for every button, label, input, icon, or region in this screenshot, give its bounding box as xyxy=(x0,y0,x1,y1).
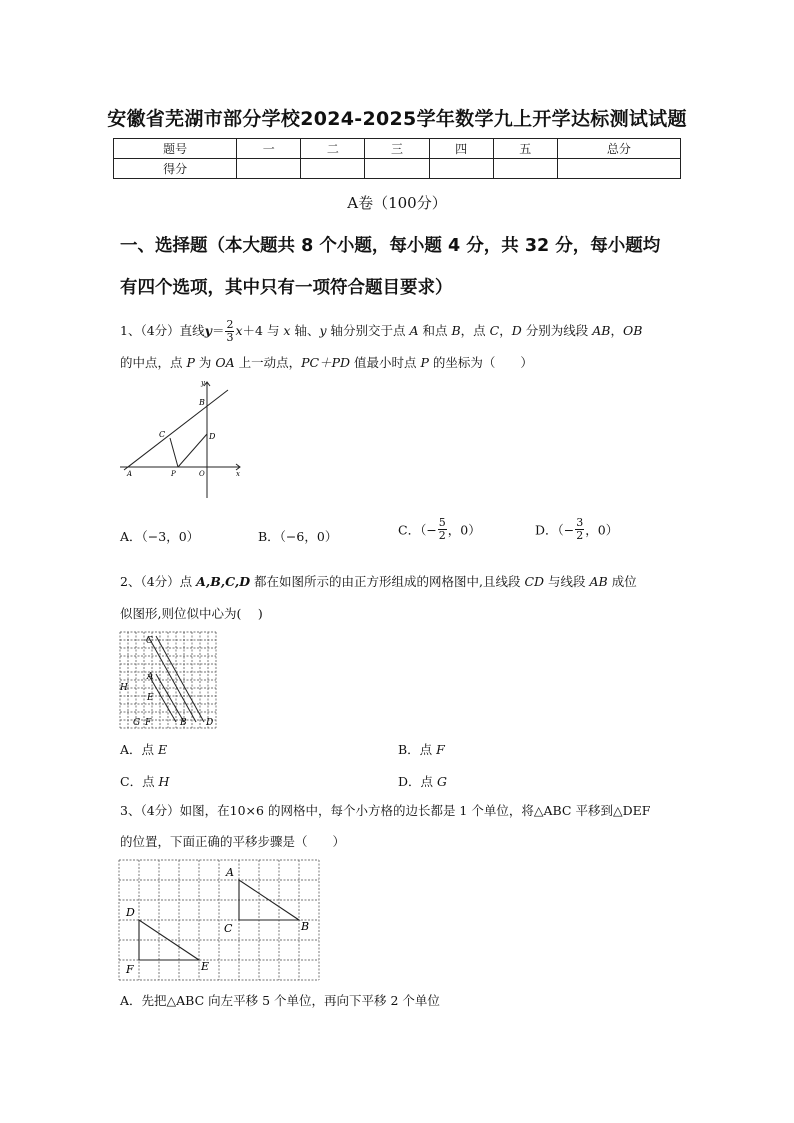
fig3-label-a: A xyxy=(226,866,234,879)
part-heading-line1: 一、选择题（本大题共 8 个小题，每小题 4 分，共 32 分，每小题均 xyxy=(120,236,661,256)
score-input-cell[interactable] xyxy=(429,159,493,179)
fig2-label-b: B xyxy=(180,718,187,728)
fig1-label-o: O xyxy=(199,470,205,478)
fig1-label-c: C xyxy=(159,430,166,439)
score-header-cell: 四 xyxy=(429,139,493,159)
score-table-header-row xyxy=(114,139,681,159)
q1-option-b[interactable]: B．（−6，0） xyxy=(258,529,338,544)
fig2-label-a: A xyxy=(147,672,154,682)
score-header-cell: 题号 xyxy=(114,139,237,159)
q2-option-a[interactable]: A．点 E xyxy=(120,742,168,757)
q1-option-a[interactable]: A．（−3，0） xyxy=(120,529,200,544)
fig2-label-g: G xyxy=(133,718,141,728)
segment-cd xyxy=(156,636,204,722)
question-2-line1: 2、（4分）点 A,B,C,D 都在如图所示的由正方形组成的网格图中,且线段 CD 与线段 AB 成位 xyxy=(120,574,637,589)
fig3-label-f: F xyxy=(126,963,134,976)
fig3-label-e: E xyxy=(201,960,210,973)
fig2-label-c: C xyxy=(146,636,153,646)
question-1-figure xyxy=(112,376,247,501)
section-heading: A卷（100分） xyxy=(347,194,447,212)
fig1-label-d: D xyxy=(209,432,216,441)
score-header-cell: 五 xyxy=(493,139,557,159)
question-2-line2: 似图形,则位似中心为( ) xyxy=(120,606,263,621)
fraction: $\frac{3}{2}$ xyxy=(576,516,584,542)
question-3-figure xyxy=(118,858,322,982)
score-header-cell: 二 xyxy=(301,139,365,159)
fig1-label-b: B xyxy=(199,398,205,407)
score-input-cell[interactable] xyxy=(493,159,557,179)
fig3-label-d: D xyxy=(126,906,135,919)
q3-option-a[interactable]: A．先把△ABC 向左平移 5 个单位，再向下平移 2 个单位 xyxy=(120,993,440,1008)
triangle-abc xyxy=(239,880,299,920)
score-table xyxy=(113,138,681,179)
q2-option-c[interactable]: C．点 H xyxy=(120,774,170,789)
fig1-label-p: P xyxy=(171,470,176,478)
fig2-label-e: E xyxy=(147,693,154,703)
grid xyxy=(120,632,216,728)
score-input-cell[interactable] xyxy=(365,159,429,179)
score-header-cell: 总分 xyxy=(557,139,680,159)
segment-cd-edge xyxy=(148,636,196,722)
q1-option-d[interactable]: D．（− $\frac{3}{2}$ ，0） xyxy=(535,516,619,542)
question-3-line2: 的位置，下面正确的平移步骤是（ ） xyxy=(120,834,346,849)
score-input-cell[interactable] xyxy=(237,159,301,179)
q1-option-c[interactable]: C．（− $\frac{5}{2}$ ，0） xyxy=(398,516,481,542)
question-2-figure xyxy=(118,630,220,730)
fig2-label-f: F xyxy=(145,718,152,728)
fraction: $\frac{5}{2}$ xyxy=(438,516,446,542)
score-input-cell[interactable] xyxy=(557,159,680,179)
score-header-cell: 一 xyxy=(237,139,301,159)
score-row-label: 得分 xyxy=(114,159,237,179)
question-1-line2: 的中点，点 P 为 OA 上一动点，PC＋PD 值最小时点 P 的坐标为（ ） xyxy=(120,355,533,370)
fig1-label-x: x xyxy=(236,470,240,478)
q2-option-d[interactable]: D．点 G xyxy=(398,774,447,789)
fig3-label-b: B xyxy=(301,920,310,933)
segment-pd xyxy=(178,434,207,467)
fig1-label-a: A xyxy=(127,470,133,478)
q2-option-b[interactable]: B．点 F xyxy=(398,742,445,757)
fig2-label-h: H xyxy=(120,683,128,693)
fraction: $\frac{2}{3}$ xyxy=(226,318,234,344)
page-title: 安徽省芜湖市部分学校2024-2025学年数学九上开学达标测试试题 xyxy=(107,108,687,130)
score-input-cell[interactable] xyxy=(301,159,365,179)
question-3-line1: 3、（4分）如图，在10×6 的网格中，每个小方格的边长都是 1 个单位，将△ABC 平移到△DEF xyxy=(120,803,651,818)
part-heading-line2: 有四个选项，其中只有一项符合题目要求） xyxy=(120,278,453,298)
segment-pc xyxy=(170,438,178,467)
fig1-label-y: y xyxy=(201,379,205,387)
segment-ab xyxy=(156,674,184,722)
question-1-line1: 1、（4分）直线y＝ $\frac{2}{3}$ x＋4 与 x 轴、y 轴分别交于点 A 和点 B，点 C，D 分别为线段 AB，OB xyxy=(120,318,643,344)
fig2-label-d: D xyxy=(206,718,214,728)
score-header-cell: 三 xyxy=(365,139,429,159)
score-table-score-row xyxy=(114,159,681,179)
fig3-label-c: C xyxy=(224,922,233,935)
